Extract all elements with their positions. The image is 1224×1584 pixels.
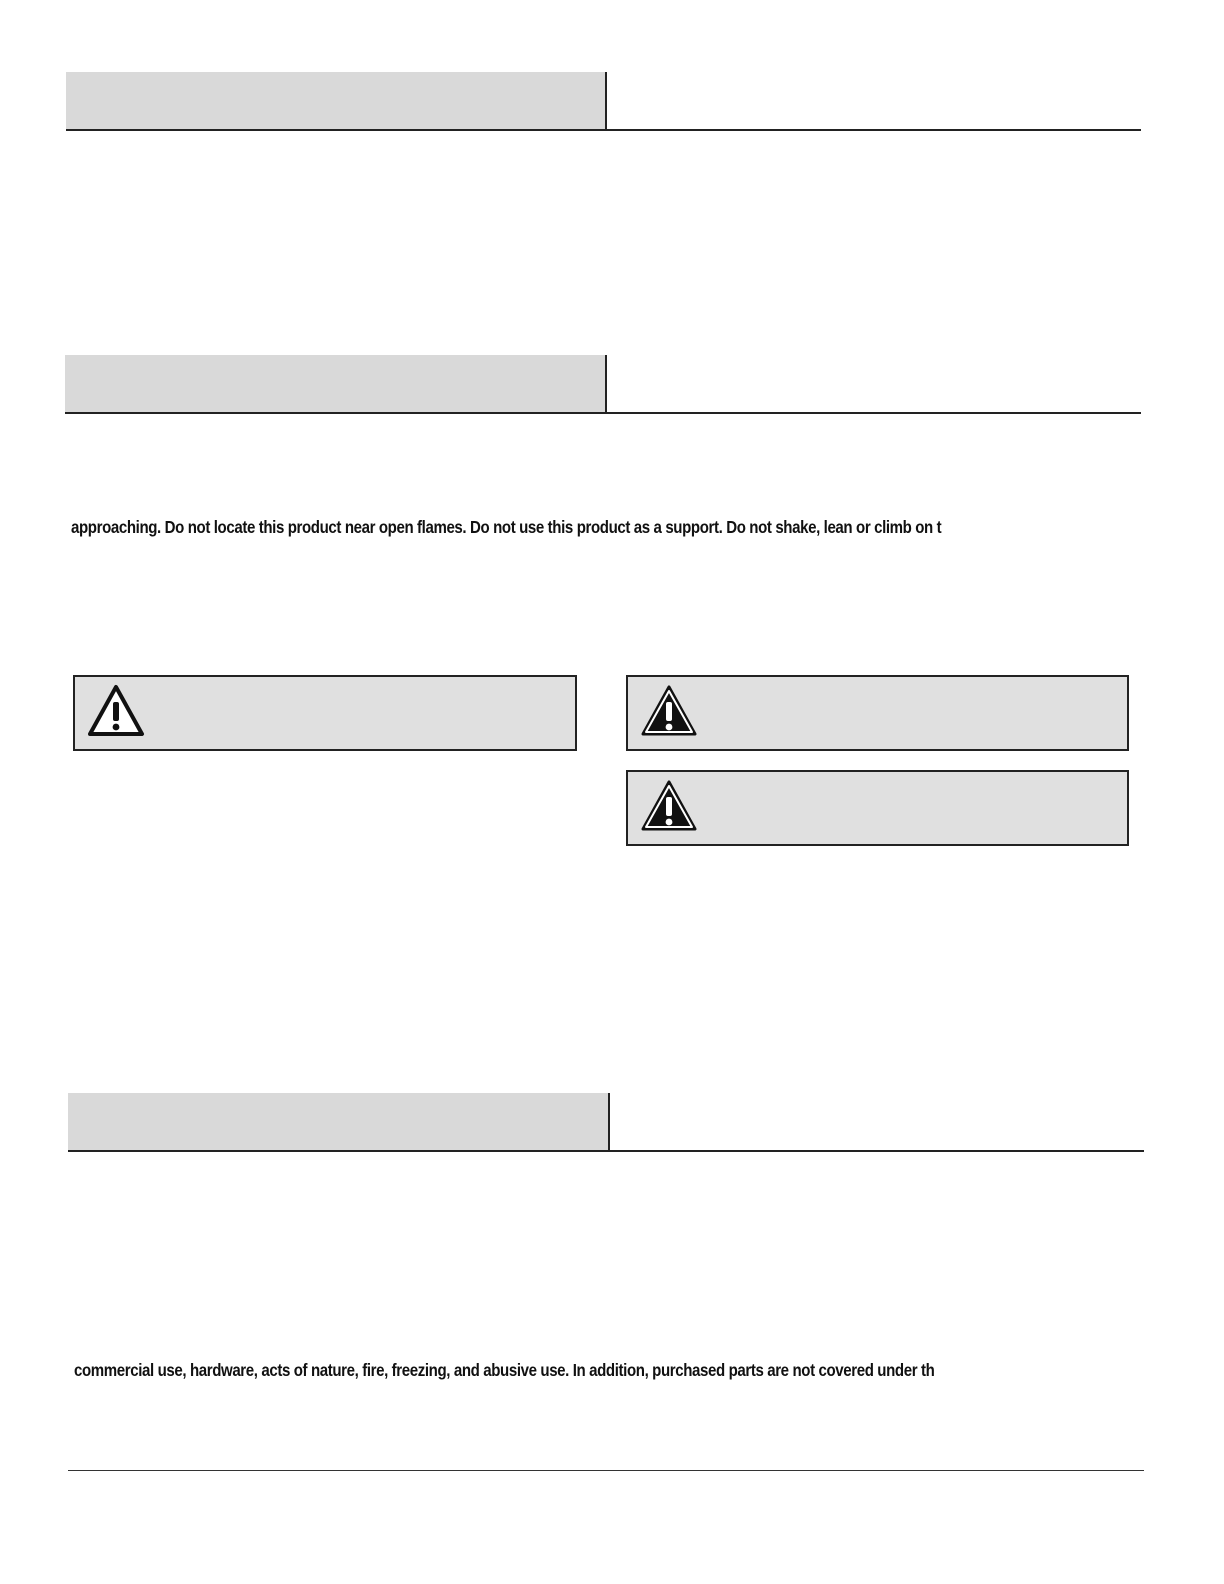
warning-box-1 — [73, 675, 577, 751]
warning-triangle-icon — [87, 684, 145, 738]
section-header-3 — [68, 1093, 1144, 1152]
section-header-shade — [65, 355, 607, 412]
warning-triangle-icon — [640, 779, 698, 833]
footer-divider — [68, 1470, 1144, 1471]
section-header-shade — [66, 72, 607, 129]
warranty-text-line: commercial use, hardware, acts of nature, fire, freezing, and abusive use. In addition, purchased parts are not covered under th — [74, 1360, 935, 1380]
warning-box-3 — [626, 770, 1129, 846]
section-header-1 — [66, 72, 1141, 131]
section-header-2 — [65, 355, 1141, 414]
warning-box-2 — [626, 675, 1129, 751]
warning-triangle-icon — [640, 684, 698, 738]
section-header-shade — [68, 1093, 610, 1150]
safety-text-line: approaching. Do not locate this product near open flames. Do not use this product as a support. Do not shake, lean or climb on t — [71, 517, 942, 537]
